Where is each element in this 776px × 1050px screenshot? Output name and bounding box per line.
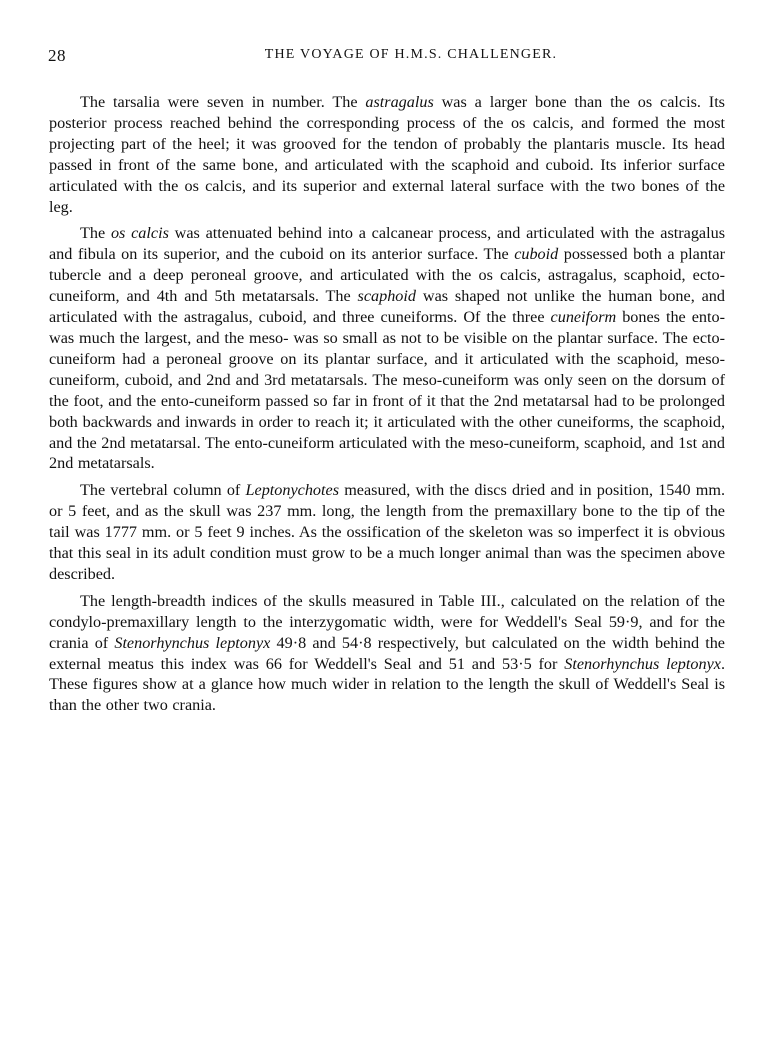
italic-term: cuboid <box>514 245 559 264</box>
running-head: THE VOYAGE OF H.M.S. CHALLENGER. <box>264 47 558 62</box>
paragraph-length-breadth <box>49 591 725 716</box>
italic-term: scaphoid <box>357 287 416 306</box>
paragraph-vertebral-column <box>49 480 725 585</box>
text-run: 49·8 and 54·8 respectively, but calculated on the width behind the external meatus this index was 66 for Weddell's Seal and 51 and 53·5 for <box>49 633 725 673</box>
italic-term: Leptonychotes <box>245 481 340 500</box>
text-run: measured, with the discs dried and in position, 1540 mm. or 5 feet, and as the skull was 237 mm. long, the length from the premaxillary bone to the tip of the tail was 1777 mm. or 5 feet 9 inches. As the ossification of the skeleton was so imperfect it is obvious that this seal in its adult condition must grow to be a much longer animal than was the specimen above described. <box>49 481 725 583</box>
italic-term: Stenorhynchus leptonyx <box>114 633 271 652</box>
text-run: was a larger bone than the os calcis. Its posterior process reached behind the corresponding process of the os calcis, and formed the most projecting part of the heel; it was grooved for the tendon of probably the plantaris muscle. Its head passed in front of the same bone, and articulated with the scaphoid and cuboid. Its inferior surface articulated with the os calcis, and its superior and external lateral surface with the two bones of the leg. <box>49 93 725 216</box>
paragraph-tarsalia <box>49 92 725 217</box>
italic-term: os calcis <box>110 224 169 243</box>
text-run: The <box>80 224 111 243</box>
text-run: bones the ento- was much the largest, and the meso- was so small as not to be visible on the plantar surface. The ecto-cuneiform had a peroneal groove on its plantar surface, and it articulated with the scaphoid, meso-cuneiform, cuboid, and 2nd and 3rd metatarsals. The meso-cuneiform was only seen on the dorsum of the foot, and the ento-cuneiform passed so far in front of it that the 2nd metatarsal had to be prolonged both backwards and inwards in order to reach it; it articulated with the other cuneiforms, the scaphoid, and the 2nd metatarsal. The ento-cuneiform articulated with the meso-cuneiform, scaphoid, and 1st and 2nd metatarsals. <box>49 308 725 473</box>
page-header <box>48 46 728 70</box>
italic-term: astragalus <box>365 93 434 111</box>
paragraph-os-calcis <box>49 223 725 474</box>
italic-term: Stenorhynchus leptonyx <box>564 654 721 673</box>
text-run: . These figures show at a glance how much wider in relation to the length the skull of Weddell's Seal is than the other two crania. <box>49 654 725 715</box>
text-run: The length-breadth indices of the skulls measured in Table III., calculated on the relation of the condylo-premaxillary length to the interzygomatic width, were for Weddell's Seal 59·9, and for the crania of <box>49 591 725 652</box>
text-run: was attenuated behind into a calcanear process, and articulated with the astragalus and fibula on its superior, and the cuboid on its anterior surface. The <box>49 224 725 264</box>
text-run: was shaped not unlike the human bone, and articulated with the astragalus, cuboid, and three cuneiforms. Of the three <box>49 287 725 327</box>
page-number: 28 <box>48 46 66 65</box>
italic-term: cuneiform <box>550 308 617 327</box>
text-run: The vertebral column of <box>80 481 246 500</box>
body-text <box>49 92 725 722</box>
text-run: The tarsalia were seven in number. The <box>80 93 366 111</box>
text-run: possessed both a plantar tubercle and a deep peroneal groove, and articulated with the os calcis, astragalus, scaphoid, ecto-cuneiform, and 4th and 5th metatarsals. The <box>49 245 725 306</box>
